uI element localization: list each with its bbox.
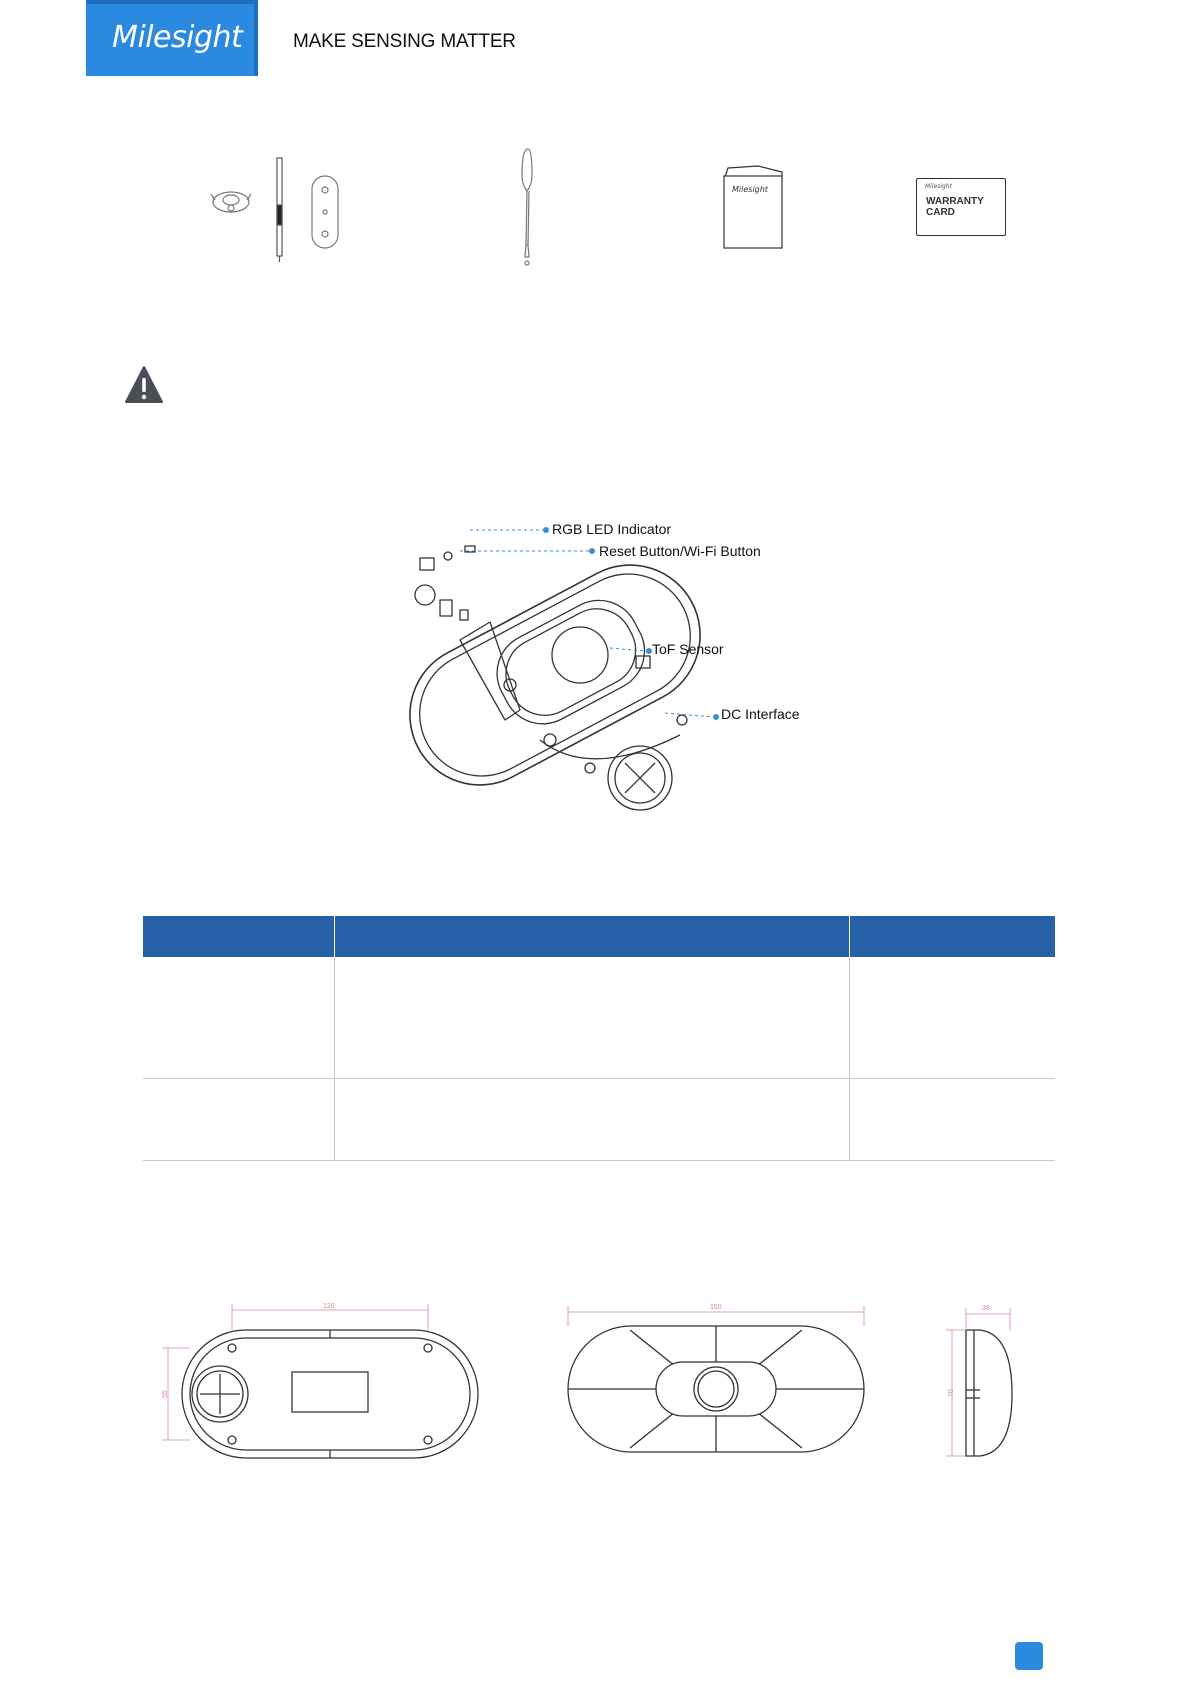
dimension-top-width: 160 [710,1304,722,1311]
dimension-front-view [160,1300,490,1470]
table-header-cell [143,916,334,957]
table-header-cell [849,916,1055,957]
bracket-drawing [312,176,338,248]
header-tagline: MAKE SENSING MATTER [293,31,516,52]
dimension-side-depth: 38 [982,1305,990,1312]
table-cell [143,957,334,1079]
warranty-card-line1: WARRANTY [926,196,984,207]
label-reset-button: Reset Button/Wi-Fi Button [599,543,761,559]
table-cell [334,1079,849,1161]
warranty-card-logo: Milesight [925,183,952,190]
wall-plug-drawing [211,192,251,212]
label-rgb-led-indicator: RGB LED Indicator [552,521,672,537]
label-tof-sensor: ToF Sensor [652,641,724,657]
table-cell [849,1079,1055,1161]
dimension-top-view [560,1300,870,1470]
lanyard-illustration [515,145,545,270]
dimension-front-width: 120 [323,1303,335,1310]
table-cell [334,957,849,1079]
rod-drawing [277,158,282,262]
label-dc-interface: DC Interface [721,706,800,722]
table-row [143,957,1055,1079]
led-pattern-table [143,916,1055,1161]
table-cell [143,1079,334,1161]
page-number-badge [1015,1642,1043,1670]
manual-logo: Milesight [732,185,768,194]
dimension-side-height: 70 [948,1389,955,1397]
warranty-card-text [926,196,984,218]
dimension-side-view [940,1300,1020,1470]
user-manual-illustration [722,162,786,252]
table-row [143,1079,1055,1161]
warranty-card-line2: CARD [926,207,955,218]
warning-icon [124,365,164,405]
table-cell [849,957,1055,1079]
mounting-kit-illustration [205,150,360,265]
table-header-cell [334,916,849,957]
dimension-front-height: 55 [162,1390,169,1398]
warranty-card-illustration [916,178,1006,236]
brand-logo: Milesight [112,20,243,55]
